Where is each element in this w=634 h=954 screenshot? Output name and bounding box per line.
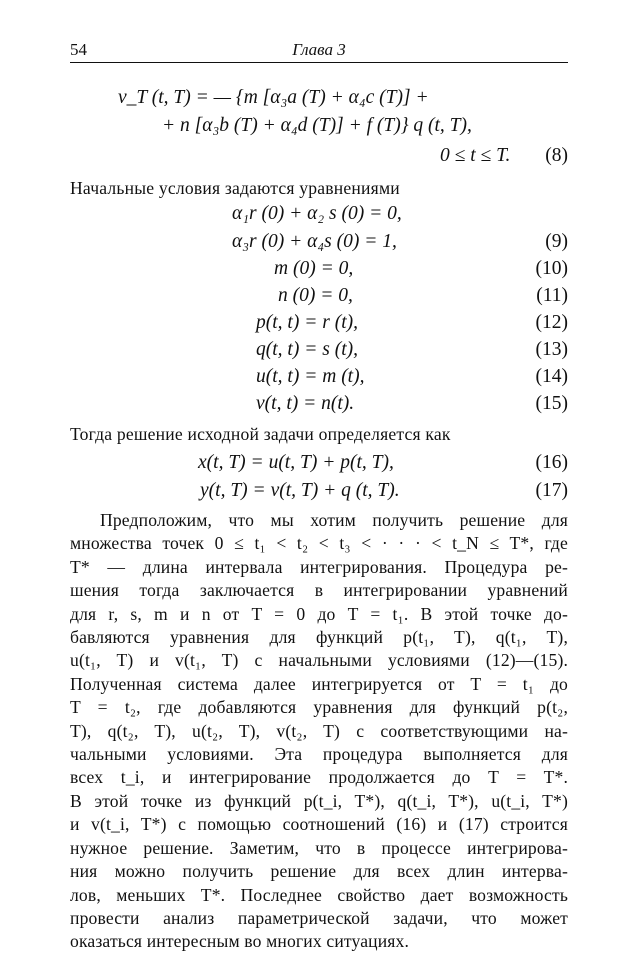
equation-row: m (0) = 0, [274,258,354,279]
equation-row: v(t, t) = n(t). [256,393,355,414]
equation-row: p(t, t) = r (t), [256,312,358,333]
paragraph-line: Полученная система далее интегрируется от T = t₁ до [70,673,568,694]
equation-row: y(t, T) = v(t, T) + q (t, T). [200,480,400,501]
page-number: 54 [70,40,87,59]
running-header [70,36,568,63]
equation-number: (11) [536,285,568,306]
eq8-number: (8) [545,145,568,166]
equation-row: α₃r (0) + α₄s (0) = 1, [232,231,397,252]
equation-number: (10) [535,258,568,279]
paragraph-line: бавляются уравнения для функций p(t₁, T), q(t₁, T), [70,627,568,648]
paragraph-line: шения тогда заключается в интегрировании уравнений [70,580,568,601]
intro-initial-conditions: Начальные условия задаются уравнениями [70,178,400,198]
paragraph-line: T = t₂, где добавляются уравнения для функций p(t₂, [70,697,568,718]
equation-number: (9) [545,231,568,252]
eq8-line2: + n [α₃b (T) + α₄d (T)] + f (T)} q (t, T), [162,115,472,136]
intro-solution: Тогда решение исходной задачи определяется как [70,424,451,444]
equation-row: u(t, t) = m (t), [256,366,365,387]
paragraph-line: множества точек 0 ≤ t₁ < t₂ < t₃ < · · · < t_N ≤ T*, где [70,533,568,554]
paragraph-line: для r, s, m и n от T = 0 до T = t₁. В этой точке до- [70,603,568,624]
equation-row: α₁r (0) + α₂ s (0) = 0, [232,203,402,224]
eq8-line3: 0 ≤ t ≤ T. [440,145,511,166]
paragraph-line: u(t₁, T) и v(t₁, T) с начальными условиями (12)—(15). [70,650,568,671]
paragraph-line: лов, меньших T*. Последнее свойство дает возможность [70,884,568,905]
paragraph-line: оказаться интересным во многих ситуациях. [70,931,410,952]
paragraph-line: T), q(t₂, T), u(t₂, T), v(t₂, T) с соответствующими на- [70,720,568,741]
equation-row: q(t, t) = s (t), [256,339,358,360]
equation-number: (12) [535,312,568,333]
paragraph-line: ния можно получить решение для всех длин интерва- [70,861,568,882]
equation-number: (17) [535,480,568,501]
paragraph-line: и v(t_i, T*) с помощью соотношений (16) и (17) строится [70,814,568,835]
paragraph-line: нужное решение. Заметим, что в процессе интегрирова- [70,837,568,858]
equation-number: (15) [535,393,568,414]
equation-row: x(t, T) = u(t, T) + p(t, T), [198,452,394,473]
paragraph-line: всех t_i, и интегрирование продолжается до T = T*. [70,767,568,788]
body-paragraph [70,509,568,954]
paragraph-line: T* — длина интервала интегрирования. Процедура ре- [70,556,568,577]
paragraph-line: Предположим, что мы хотим получить решение для [100,510,568,530]
eq8-line1: v_T (t, T) = — {m [α₃a (T) + α₄c (T)] + [118,87,429,108]
equation-row: n (0) = 0, [278,285,353,306]
equation-number: (13) [535,339,568,360]
chapter-title: Глава 3 [292,40,346,59]
paragraph-line: В этой точке из функций p(t_i, T*), q(t_i, T*), u(t_i, T*) [70,790,568,811]
equation-number: (16) [535,452,568,473]
paragraph-line: чальными условиями. Эта процедура выполняется для [70,744,568,765]
paragraph-line: провести анализ параметрической задачи, что может [70,907,568,928]
equation-number: (14) [535,366,568,387]
